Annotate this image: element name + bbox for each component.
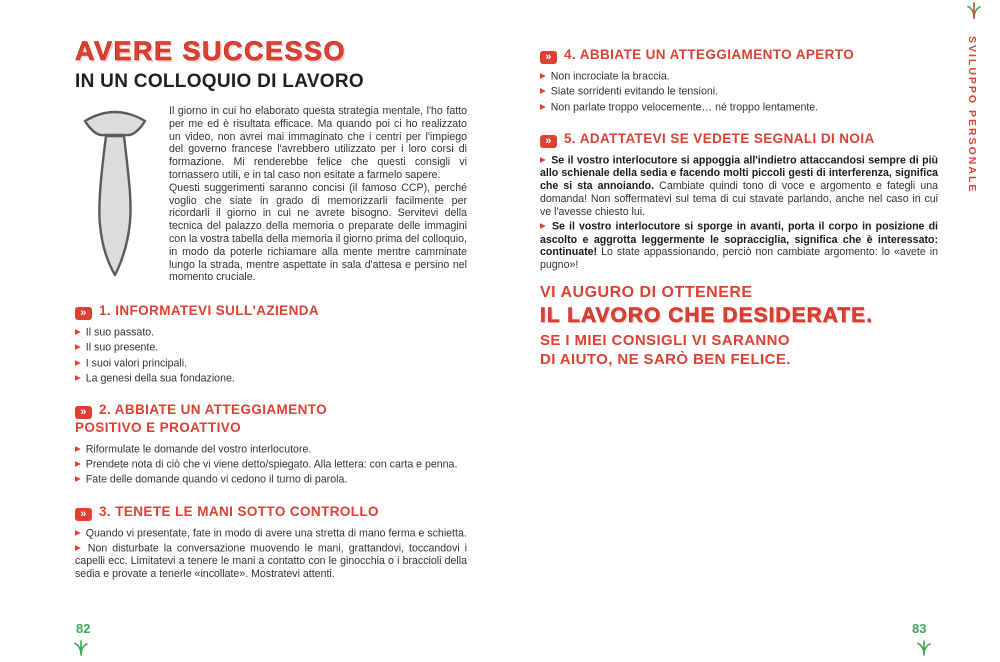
list-item <box>75 527 467 540</box>
triangle-bullet-icon: ▶ <box>540 86 546 96</box>
closing-line-2: IL LAVORO CHE DESIDERATE. <box>540 304 874 328</box>
list-item-text: Fate delle domande quando vi cedono il turno di parola. <box>85 473 348 486</box>
list-item <box>75 326 467 339</box>
section-5-heading-text: 5. ADATTATEVI SE VEDETE SEGNALI DI NOIA <box>564 130 875 146</box>
fast-forward-icon: » <box>540 135 557 148</box>
section-1-heading <box>75 302 467 320</box>
section-3-heading-text: 3. TENETE LE MANI SOTTO CONTROLLO <box>99 503 379 519</box>
triangle-bullet-icon: ▶ <box>75 527 81 537</box>
necktie-icon <box>75 105 155 281</box>
intro-block <box>75 105 467 286</box>
intro-paragraph-2: Questi suggerimenti saranno concisi (il famoso CCP), perché voglio che siate in grado di memorizzarli facilmente per ricordarli il giorno in cui ne avrete bisogno. Servitevi della tecnica del palazzo della memoria o preparate delle immagini con la vostra tabella della memoria il giorno prima del colloquio, in modo da poterle richiamare alla mente mentre camminate lungo la strada, mentre aspettate in sala d'attesa e persino nel momento cruciale. <box>169 181 467 284</box>
section-5 <box>540 130 938 272</box>
section-2 <box>75 401 467 486</box>
triangle-bullet-icon: ▶ <box>75 327 81 336</box>
list-item-text: Lo state appassionando, perciò non cambiate argomento: lo «avete in pugno»! <box>540 246 938 272</box>
sprout-icon <box>74 639 88 656</box>
section-4-heading-text: 4. ABBIATE UN ATTEGGIAMENTO APERTO <box>564 47 855 62</box>
list-item-text: La genesi della sua fondazione. <box>85 372 235 385</box>
chapter-margin-label: SVILUPPO PERSONALE <box>966 36 978 194</box>
triangle-bullet-icon: ▶ <box>75 443 81 453</box>
section-5-heading <box>540 130 938 148</box>
list-item <box>75 341 467 354</box>
section-2-heading <box>75 401 330 437</box>
triangle-bullet-icon: ▶ <box>75 342 81 352</box>
list-item <box>540 220 938 272</box>
list-item-text: Non disturbate la conversazione muovendo le mani, grattandovi, toccandovi i capelli ecc. Limitatevi a tenere le mani a contatto con le ginocchia o i braccioli della sedia e provate a tenerle «incollate». Mostratevi attenti. <box>75 542 467 581</box>
triangle-bullet-icon: ▶ <box>75 459 81 469</box>
list-item <box>75 372 467 385</box>
list-item-text: I suoi valori principali. <box>85 357 188 370</box>
list-item <box>540 154 938 218</box>
closing-block <box>540 284 938 370</box>
section-2-heading-text: 2. ABBIATE UN ATTEGGIAMENTO POSITIVO E PROATTIVO <box>75 402 328 436</box>
page-number-left: 82 <box>76 621 91 636</box>
list-item-text: Prendete nota di ciò che vi viene detto/spiegato. Alla lettera: con carta e penna. <box>85 458 458 471</box>
list-item <box>75 542 467 581</box>
list-item-text: Quando vi presentate, fate in modo di avere una stretta di mano ferma e schietta. <box>85 527 467 540</box>
necktie-illustration <box>75 105 155 286</box>
fast-forward-icon: » <box>75 406 92 419</box>
triangle-bullet-icon: ▶ <box>540 154 547 164</box>
closing-line-4: DI AIUTO, NE SARÒ BEN FELICE. <box>540 350 791 368</box>
list-item-text: Riformulate le domande del vostro interlocutore. <box>85 443 312 456</box>
list-item <box>75 473 467 486</box>
list-item <box>75 458 467 471</box>
list-item <box>540 85 938 98</box>
triangle-bullet-icon: ▶ <box>75 357 81 367</box>
triangle-bullet-icon: ▶ <box>540 221 547 231</box>
section-1-heading-text: 1. INFORMATEVI SULL'AZIENDA <box>99 303 320 318</box>
intro-paragraph-1: Il giorno in cui ho elaborato questa strategia mentale, l'ho fatto per me ed è risultata efficace. Ma quando poi ci ho realizzato un video, non avrei mai immaginato che i centri per l'impiego del governo francese l'avrebbero utilizzato per i loro corsi di formazione. Mi renderebbe felice che questi consigli vi tornassero utili, e in tal caso non esitate a farmelo sapere. <box>169 105 467 181</box>
list-item-text: Il suo passato. <box>85 326 155 339</box>
list-item-text: Non parlate troppo velocemente… né troppo lentamente. <box>550 101 819 114</box>
section-4-heading <box>540 46 938 64</box>
list-item-text: Cambiate quindi tono di voce e argomento e fategli una domanda! Non soffermatevi sul tema di cui stavate parlando, anche nel caso in cui ve l'avesse chiesto lui. <box>540 179 938 218</box>
list-item-text: Siate sorridenti evitando le tensioni. <box>550 85 719 98</box>
triangle-bullet-icon: ▶ <box>540 71 546 80</box>
sprout-icon <box>967 2 981 19</box>
fast-forward-icon: » <box>540 51 557 64</box>
fast-forward-icon: » <box>75 307 92 320</box>
page-subtitle: IN UN COLLOQUIO DI LAVORO <box>75 71 364 92</box>
page-number-right: 83 <box>912 621 927 636</box>
section-3-heading <box>75 503 467 521</box>
section-3 <box>75 503 467 581</box>
intro-text <box>169 105 467 284</box>
left-page <box>75 36 467 583</box>
list-item-text-bold: Se il vostro interlocutore si sporge in avanti, porta il corpo in posizione di ascolto e aggrotta leggermente le sopracciglia, significa che è interessato: continuate! <box>540 220 938 259</box>
closing-line-1: VI AUGURO DI OTTENERE <box>540 284 753 302</box>
list-item <box>540 70 938 83</box>
list-item-text-bold: Se il vostro interlocutore si appoggia all'indietro attaccandosi sempre di più allo schienale della sedia e facendo molti piccoli gesti di interferenza, significa che si sta annoiando. <box>540 154 938 192</box>
section-1 <box>75 302 467 385</box>
page-title: AVERE SUCCESSO <box>75 36 347 66</box>
list-item-text: Non incrociate la braccia. <box>550 70 670 83</box>
triangle-bullet-icon: ▶ <box>75 372 81 382</box>
triangle-bullet-icon: ▶ <box>540 101 546 111</box>
list-item <box>75 357 467 370</box>
list-item <box>75 443 467 456</box>
triangle-bullet-icon: ▶ <box>75 542 83 552</box>
sprout-icon <box>917 639 931 656</box>
list-item <box>540 101 938 114</box>
right-page <box>540 46 938 370</box>
triangle-bullet-icon: ▶ <box>75 474 81 484</box>
closing-line-3: SE I MIEI CONSIGLI VI SARANNO <box>540 332 790 350</box>
section-4 <box>540 46 938 114</box>
list-item-text: Il suo presente. <box>85 341 159 354</box>
fast-forward-icon: » <box>75 508 92 521</box>
